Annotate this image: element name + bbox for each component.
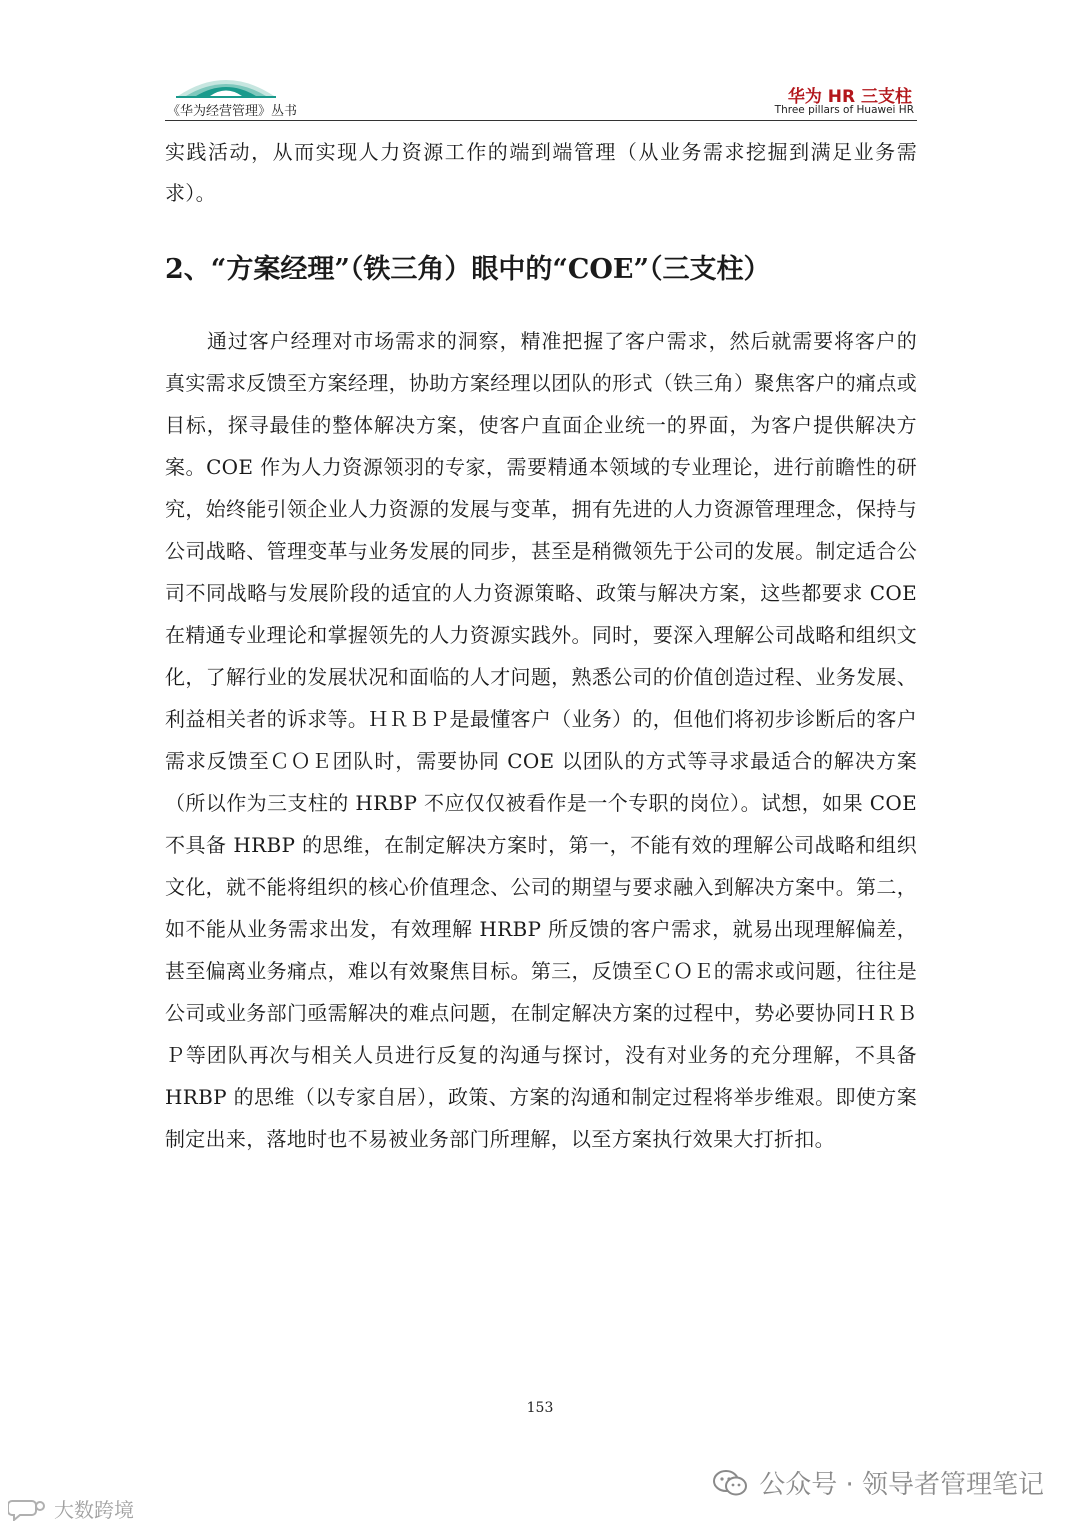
brand-subtitle: Three pillars of Huawei HR xyxy=(774,104,914,116)
corner-watermark-text: 大数跨境 xyxy=(54,1498,134,1522)
corner-watermark xyxy=(8,1494,134,1523)
series-label: 《华为经营管理》丛书 xyxy=(167,104,298,119)
page-content xyxy=(165,132,917,1160)
wechat-icon xyxy=(713,1469,747,1497)
body-paragraph: 通过客户经理对市场需求的洞察，精准把握了客户需求，然后就需要将客户的真实需求反馈至方案经理，协助方案经理以团队的形式（铁三角）聚焦客户的痛点或目标，探寻最佳的整体解决方案，使客户直面企业统一的界面，为客户提供解决方案。COE 作为人力资源领羽的专家，需要精通本领域的专业理论，进行前瞻性的研究，始终能引领企业人力资源的发展与变革，拥有先进的人力资源管理理念，保持与公司战略、管理变革与业务发展的同步，甚至是稍微领先于公司的发展。制定适合公司不同战略与发展阶段的适宜的人力资源策略、政策与解决方案，这些都要求 COE 在精通专业理论和掌握领先的人力资源实践外。同时，要深入理解公司战略和组织文化，了解行业的发展状况和面临的人才问题，熟悉公司的价值创造过程、业务发展、利益相关者的诉求等。ＨＲＢＰ是最懂客户（业务）的，但他们将初步诊断后的客户需求反馈至ＣＯＥ团队时，需要协同 COE 以团队的方式等寻求最适合的解决方案（所以作为三支柱的 HRBP 不应仅仅被看作是一个专职的岗位）。试想，如果 COE 不具备 HRBP 的思维，在制定解决方案时，第一，不能有效的理解公司战略和组织文化，就不能将组织的核心价值理念、公司的期望与要求融入到解决方案中。第二，如不能从业务需求出发，有效理解 HRBP 所反馈的客户需求，就易出现理解偏差，甚至偏离业务痛点，难以有效聚焦目标。第三，反馈至ＣＯＥ的需求或问题，往往是公司或业务部门亟需解决的难点问题，在制定解决方案的过程中，势必要协同ＨＲＢＰ等团队再次与相关人员进行反复的沟通与探讨，没有对业务的充分理解，不具备 HRBP 的思维（以专家自居），政策、方案的沟通和制定过程将举步维艰。即使方案制定出来，落地时也不易被业务部门所理解，以至方案执行效果大打折扣。 xyxy=(165,329,917,1151)
header-rule xyxy=(165,120,917,121)
wechat-account-text: 公众号 · 领导者管理笔记 xyxy=(759,1470,1044,1500)
page-header xyxy=(0,0,1080,125)
wechat-watermark xyxy=(713,1464,1044,1501)
series-logo-icon xyxy=(176,70,276,100)
section-heading: 2、“方案经理”（铁三角）眼中的“COE”（三支柱） xyxy=(165,254,771,285)
page-number: 153 xyxy=(526,1400,554,1416)
brand-title: 华为 HR 三支柱 xyxy=(787,87,912,107)
chat-bubble-icon xyxy=(8,1497,48,1521)
lead-paragraph: 实践活动，从而实现人力资源工作的端到端管理（从业务需求挖掘到满足业务需求）。 xyxy=(165,140,917,205)
